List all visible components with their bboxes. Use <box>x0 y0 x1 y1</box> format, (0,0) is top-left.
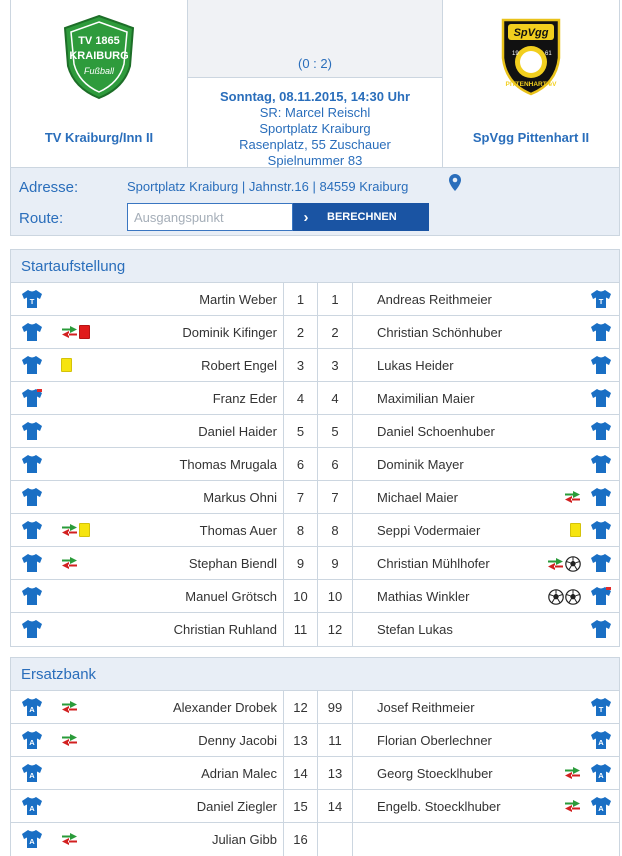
svg-text:TV 1865: TV 1865 <box>78 35 120 47</box>
svg-text:A: A <box>598 738 604 747</box>
address-text[interactable]: Sportplatz Kraiburg | Jahnstr.16 | 84559 Kraiburg <box>127 179 409 194</box>
score-box <box>188 0 442 78</box>
home-player-number: 4 <box>283 382 317 414</box>
home-player-events <box>61 325 90 339</box>
home-team-logo <box>62 14 136 100</box>
jersey-icon <box>590 454 612 474</box>
home-player-number: 15 <box>283 790 317 822</box>
away-player-name[interactable]: Daniel Schoenhuber <box>377 424 495 439</box>
home-player-number: 2 <box>283 316 317 348</box>
lineup-row <box>11 790 619 823</box>
substitution-icon <box>547 557 564 571</box>
home-player[interactable] <box>11 514 283 546</box>
away-player-events <box>547 556 581 572</box>
jersey-icon <box>21 796 43 816</box>
lineup-row <box>11 757 619 790</box>
substitution-icon <box>61 832 78 846</box>
svg-text:A: A <box>29 837 35 846</box>
svg-text:T: T <box>598 705 604 714</box>
home-player-name[interactable]: Markus Ohni <box>203 490 277 505</box>
lineup-row <box>11 448 619 481</box>
route-start-input[interactable] <box>127 203 293 231</box>
away-team-logo <box>500 14 562 96</box>
jersey-icon <box>21 520 43 540</box>
lineup-row <box>11 613 619 646</box>
home-player[interactable] <box>11 823 283 856</box>
away-player-number: 99 <box>317 691 353 723</box>
away-player[interactable] <box>353 448 621 480</box>
jersey-icon <box>21 421 43 441</box>
away-player-name[interactable]: Mathias Winkler <box>377 589 470 604</box>
jersey-icon <box>21 388 43 408</box>
svg-text:A: A <box>29 771 35 780</box>
pitch-info: Rasenplatz, 55 Zuschauer <box>239 137 391 152</box>
substitution-icon <box>564 490 581 504</box>
lineup-row <box>11 580 619 613</box>
home-player-number: 7 <box>283 481 317 513</box>
away-player[interactable] <box>353 283 621 315</box>
svg-text:A: A <box>29 804 35 813</box>
home-player-name[interactable]: Julian Gibb <box>211 832 277 847</box>
jersey-icon <box>590 586 612 606</box>
jersey-icon <box>21 829 43 849</box>
lineup-row <box>11 316 619 349</box>
home-player-name[interactable]: Robert Engel <box>201 358 277 373</box>
lineup-row <box>11 283 619 316</box>
away-player-number: 3 <box>317 349 353 381</box>
home-player-events <box>61 733 78 747</box>
away-team-name[interactable]: SpVgg Pittenhart II <box>472 130 590 145</box>
lineup-row <box>11 514 619 547</box>
jersey-icon <box>590 487 612 507</box>
away-player-name[interactable]: Stefan Lukas <box>377 622 453 637</box>
lineup-row <box>11 481 619 514</box>
lineup-row <box>11 349 619 382</box>
home-player-number: 14 <box>283 757 317 789</box>
home-player[interactable] <box>11 316 283 348</box>
lineup-row <box>11 724 619 757</box>
away-player[interactable] <box>353 613 621 646</box>
away-player-number: 4 <box>317 382 353 414</box>
jersey-icon <box>21 355 43 375</box>
substitution-icon <box>61 700 78 714</box>
away-player-number: 10 <box>317 580 353 612</box>
svg-text:KRAIBURG: KRAIBURG <box>69 50 129 62</box>
bench-section <box>10 657 620 856</box>
game-number: Spielnummer 83 <box>267 153 363 168</box>
lineup-row <box>11 547 619 580</box>
away-player[interactable] <box>353 514 621 546</box>
away-player[interactable] <box>353 580 621 612</box>
away-player[interactable] <box>353 757 621 789</box>
goal-ball-icon <box>565 556 581 572</box>
home-player-number: 10 <box>283 580 317 612</box>
away-player-number: 9 <box>317 547 353 579</box>
away-player-name[interactable]: Christian Schönhuber <box>377 325 503 340</box>
referee: SR: Marcel Reischl <box>259 105 371 120</box>
home-player-number: 8 <box>283 514 317 546</box>
calculate-button-label: BERECHNEN <box>327 211 397 223</box>
jersey-icon <box>590 796 612 816</box>
goal-ball-icon <box>548 589 564 605</box>
substitution-icon <box>61 523 78 537</box>
home-player[interactable] <box>11 691 283 723</box>
away-player-name[interactable]: Maximilian Maier <box>377 391 475 406</box>
home-player[interactable] <box>11 349 283 381</box>
home-player-name[interactable]: Thomas Auer <box>199 523 277 538</box>
home-player-name[interactable]: Stephan Biendl <box>188 556 277 571</box>
away-player[interactable] <box>353 316 621 348</box>
jersey-icon <box>21 619 43 639</box>
svg-text:A: A <box>29 738 35 747</box>
goal-ball-icon <box>565 589 581 605</box>
yellow-card-icon <box>570 523 581 537</box>
away-player-name[interactable]: Andreas Reithmeier <box>377 292 492 307</box>
jersey-icon <box>590 520 612 540</box>
home-player-number: 3 <box>283 349 317 381</box>
home-player-name[interactable]: Manuel Grötsch <box>185 589 277 604</box>
starting-lineup-title: Startaufstellung <box>11 250 619 283</box>
home-player-events <box>61 556 78 570</box>
red-card-icon <box>79 325 90 339</box>
match-details <box>188 89 442 169</box>
svg-text:T: T <box>598 297 604 306</box>
jersey-icon <box>21 322 43 342</box>
jersey-icon <box>21 697 43 717</box>
home-team-panel[interactable] <box>10 0 187 168</box>
home-player[interactable] <box>11 580 283 612</box>
away-player-name[interactable]: Christian Mühlhofer <box>377 556 490 571</box>
starting-lineup-section <box>10 249 620 647</box>
away-player[interactable] <box>353 790 621 822</box>
home-player[interactable] <box>11 547 283 579</box>
svg-text:PITTENHART eV: PITTENHART eV <box>505 81 557 88</box>
away-player-name[interactable]: Lukas Heider <box>377 358 454 373</box>
home-player-name[interactable]: Christian Ruhland <box>173 622 277 637</box>
address-label: Adresse: <box>19 179 79 196</box>
away-player-number: 5 <box>317 415 353 447</box>
away-player-number: 14 <box>317 790 353 822</box>
svg-text:SpVgg: SpVgg <box>513 27 549 39</box>
starting-lineup-list <box>11 283 619 646</box>
away-player-events <box>564 799 581 813</box>
away-player-number: 8 <box>317 514 353 546</box>
substitution-icon <box>61 325 78 339</box>
jersey-icon <box>21 289 43 309</box>
away-player-events <box>564 766 581 780</box>
match-date: Sonntag, 08.11.2015, 14:30 Uhr <box>219 89 411 104</box>
jersey-icon <box>590 730 612 750</box>
away-player-events <box>564 490 581 504</box>
home-player-events <box>61 523 90 537</box>
jersey-icon <box>590 553 612 573</box>
away-player[interactable] <box>353 724 621 756</box>
jersey-icon <box>590 355 612 375</box>
home-player-name[interactable]: Franz Eder <box>212 391 277 406</box>
svg-text:19: 19 <box>512 51 519 57</box>
away-team-panel[interactable] <box>443 0 620 168</box>
jersey-icon <box>590 322 612 342</box>
svg-text:A: A <box>29 705 35 714</box>
substitution-icon <box>61 733 78 747</box>
away-player-events <box>570 523 581 537</box>
calculate-route-button[interactable] <box>293 203 429 231</box>
home-player[interactable] <box>11 283 283 315</box>
away-player-name[interactable]: Dominik Mayer <box>377 457 464 472</box>
svg-text:61: 61 <box>545 51 552 57</box>
jersey-icon <box>21 454 43 474</box>
home-player-name[interactable]: Martin Weber <box>199 292 277 307</box>
away-player-name[interactable]: Seppi Vodermaier <box>377 523 481 538</box>
away-player[interactable] <box>353 415 621 447</box>
venue: Sportplatz Kraiburg <box>259 121 371 136</box>
home-player[interactable] <box>11 448 283 480</box>
substitution-icon <box>61 556 78 570</box>
lineup-row <box>11 415 619 448</box>
away-player-name[interactable]: Michael Maier <box>377 490 458 505</box>
lineup-row <box>11 382 619 415</box>
home-player-name[interactable]: Denny Jacobi <box>198 733 277 748</box>
address-route-panel <box>10 168 620 236</box>
away-player-number: 6 <box>317 448 353 480</box>
home-player-number: 5 <box>283 415 317 447</box>
yellow-card-icon <box>79 523 90 537</box>
away-player-number: 7 <box>317 481 353 513</box>
away-player-number <box>317 823 353 856</box>
match-info <box>187 0 443 168</box>
home-team-name[interactable]: TV Kraiburg/Inn II <box>44 130 154 145</box>
bench-title: Ersatzbank <box>11 658 619 691</box>
home-player[interactable] <box>11 757 283 789</box>
away-player <box>353 823 621 856</box>
away-player-number: 13 <box>317 757 353 789</box>
away-player-number: 2 <box>317 316 353 348</box>
home-player[interactable] <box>11 724 283 756</box>
home-player-number: 12 <box>283 691 317 723</box>
jersey-icon <box>590 697 612 717</box>
home-player-name[interactable]: Daniel Haider <box>198 424 277 439</box>
svg-text:T: T <box>29 297 35 306</box>
away-player-name[interactable]: Florian Oberlechner <box>377 733 492 748</box>
yellow-card-icon <box>61 358 72 372</box>
home-player-name[interactable]: Daniel Ziegler <box>196 799 277 814</box>
lineup-row <box>11 691 619 724</box>
away-player-name[interactable]: Josef Reithmeier <box>377 700 475 715</box>
home-player-number: 9 <box>283 547 317 579</box>
home-player[interactable] <box>11 382 283 414</box>
jersey-icon <box>21 553 43 573</box>
map-pin-icon[interactable] <box>449 174 461 191</box>
home-player-name[interactable]: Thomas Mrugala <box>179 457 277 472</box>
substitution-icon <box>564 766 581 780</box>
away-player-name[interactable]: Engelb. Stoecklhuber <box>377 799 501 814</box>
home-player-name[interactable]: Adrian Malec <box>201 766 277 781</box>
jersey-icon <box>21 763 43 783</box>
away-player[interactable] <box>353 691 621 723</box>
away-player[interactable] <box>353 382 621 414</box>
home-player-name[interactable]: Alexander Drobek <box>172 700 277 715</box>
home-player-events <box>61 358 72 372</box>
svg-text:A: A <box>598 771 604 780</box>
match-score: (0 : 2) <box>298 56 332 71</box>
away-player[interactable] <box>353 481 621 513</box>
jersey-icon <box>21 730 43 750</box>
jersey-icon <box>590 421 612 441</box>
home-player-number: 1 <box>283 283 317 315</box>
home-player[interactable] <box>11 481 283 513</box>
home-player-events <box>61 832 78 846</box>
bench-list <box>11 691 619 856</box>
home-player-events <box>61 700 78 714</box>
lineup-row <box>11 823 619 856</box>
home-player-number: 16 <box>283 823 317 856</box>
svg-text:A: A <box>598 804 604 813</box>
home-player-number: 6 <box>283 448 317 480</box>
away-player[interactable] <box>353 547 621 579</box>
away-player-events <box>548 589 581 605</box>
away-player-name[interactable]: Georg Stoecklhuber <box>377 766 493 781</box>
chevron-right-icon: › <box>303 208 309 226</box>
match-header <box>10 0 620 168</box>
jersey-icon <box>21 487 43 507</box>
home-player[interactable] <box>11 613 283 646</box>
home-player-number: 13 <box>283 724 317 756</box>
jersey-icon <box>21 586 43 606</box>
away-player[interactable] <box>353 349 621 381</box>
jersey-icon <box>590 388 612 408</box>
home-player[interactable] <box>11 790 283 822</box>
away-player-number: 1 <box>317 283 353 315</box>
home-player[interactable] <box>11 415 283 447</box>
away-player-number: 12 <box>317 613 353 646</box>
home-player-name[interactable]: Dominik Kifinger <box>182 325 277 340</box>
svg-text:Fußball: Fußball <box>83 66 115 76</box>
route-label: Route: <box>19 210 64 227</box>
substitution-icon <box>564 799 581 813</box>
home-player-number: 11 <box>283 613 317 646</box>
jersey-icon <box>590 289 612 309</box>
away-player-number: 11 <box>317 724 353 756</box>
jersey-icon <box>590 619 612 639</box>
jersey-icon <box>590 763 612 783</box>
